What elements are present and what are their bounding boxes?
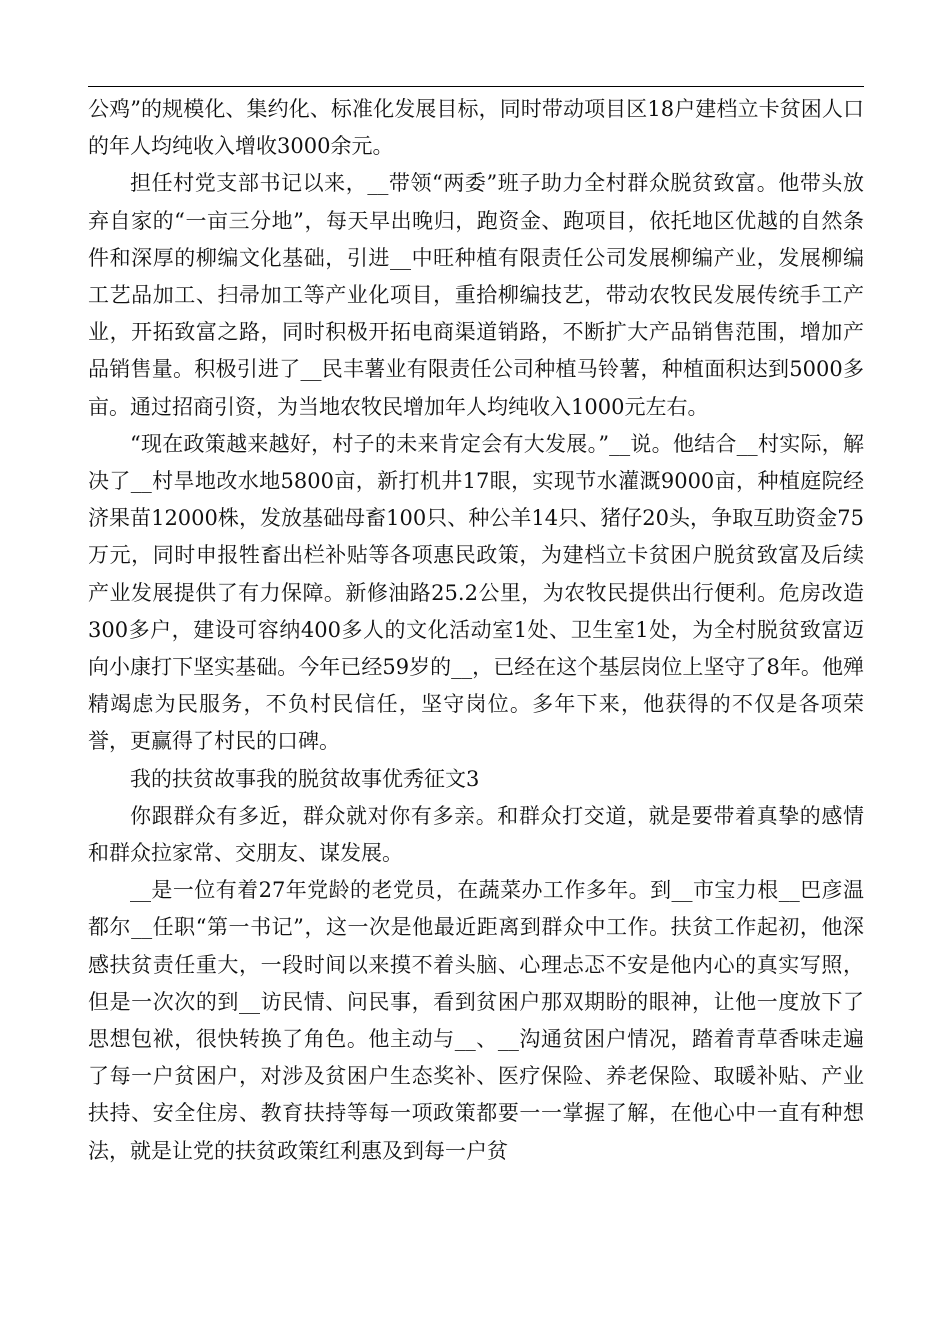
body-text: [88, 91, 864, 1170]
paragraph-2: 担任村党支部书记以来，__带领“两委”班子助力全村群众脱贫致富。他带头放弃自家的“一亩三分地”，每天早出晚归，跑资金、跑项目，依托地区优越的自然条件和深厚的柳编文化基础，引进__中旺种植有限责任公司发展柳编产业，发展柳编工艺品加工、扫帚加工等产业化项目，重拾柳编技艺，带动农牧民发展传统手工产业，开拓致富之路，同时积极开拓电商渠道销路，不断扩大产品销售范围，增加产品销售量。积极引进了__民丰薯业有限责任公司种植马铃薯，种植面积达到5000多亩。通过招商引资，为当地农牧民增加年人均纯收入1000元左右。: [88, 171, 864, 419]
paragraph-3: “现在政策越来越好，村子的未来肯定会有大发展。”__说。他结合__村实际，解决了__村旱地改水地5800亩，新打机井17眼，实现节水灌溉9000亩，种植庭院经济果苗12000株，发放基础母畜100只、种公羊14只、猪仔20头，争取互助资金75万元，同时申报牲畜出栏补贴等各项惠民政策，为建档立卡贫困户脱贫致富及后续产业发展提供了有力保障。新修油路25.2公里，为农牧民提供出行便利。危房改造300多户，建设可容纳400多人的文化活动室1处、卫生室1处，为全村脱贫致富迈向小康打下坚实基础。今年已经59岁的__，已经在这个基层岗位上坚守了8年。他殚精竭虑为民服务，不负村民信任，坚守岗位。多年下来，他获得的不仅是各项荣誉，更赢得了村民的口碑。: [88, 431, 864, 754]
section-heading: 我的扶贫故事我的脱贫故事优秀征文3: [130, 766, 480, 791]
paragraph-1: 公鸡”的规模化、集约化、标准化发展目标，同时带动项目区18户建档立卡贫困人口的年人均纯收入增收3000余元。: [88, 97, 864, 159]
paragraph-5: __是一位有着27年党龄的老党员，在蔬菜办工作多年。到__市宝力根__巴彦温都尔__任职“第一书记”，这一次是他最近距离到群众中工作。扶贫工作起初，他深感扶贫责任重大，一段时间以来摸不着头脑、心理忐忑不安是他内心的真实写照，但是一次次的到__访民情、问民事，看到贫困户那双期盼的眼神，让他一度放下了思想包袱，很快转换了角色。他主动与__、__沟通贫困户情况，踏着青草香味走遍了每一户贫困户，对涉及贫困户生态奖补、医疗保险、养老保险、取暖补贴、产业扶持、安全住房、教育扶持等每一项政策都要一一掌握了解，在他心中一直有种想法，就是让党的扶贫政策红利惠及到每一户贫: [88, 878, 864, 1163]
header-rule: [88, 86, 864, 87]
paragraph-4: 你跟群众有多近，群众就对你有多亲。和群众打交道，就是要带着真挚的感情和群众拉家常、交朋友、谋发展。: [88, 803, 864, 866]
